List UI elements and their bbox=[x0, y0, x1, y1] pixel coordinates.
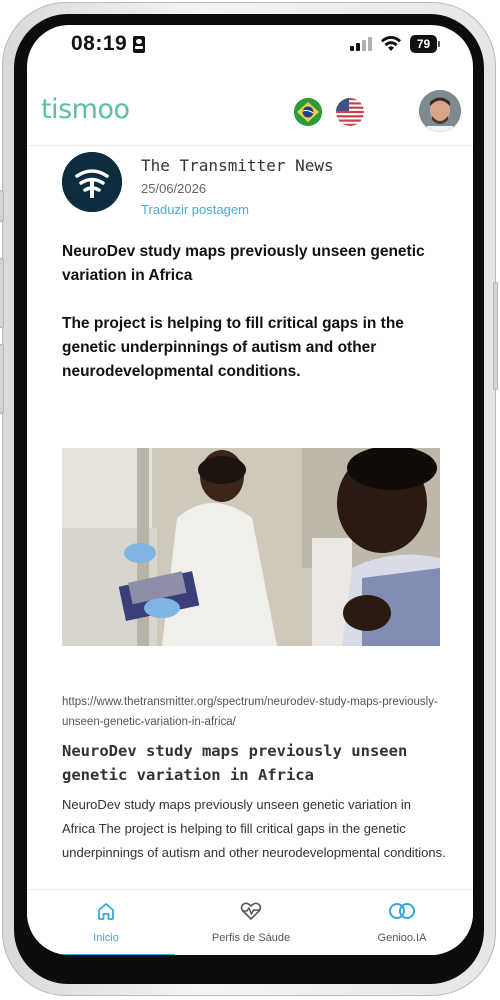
brazil-flag-icon[interactable] bbox=[294, 98, 322, 126]
app-header bbox=[27, 80, 473, 146]
signal-icon bbox=[350, 37, 372, 51]
post-author-name[interactable]: The Transmitter News bbox=[141, 156, 334, 175]
app-screen bbox=[27, 25, 473, 955]
post-title: NeuroDev study maps previously unseen genetic variation in Africa bbox=[62, 243, 425, 284]
active-tab-indicator bbox=[27, 954, 175, 955]
post-author-row bbox=[62, 152, 452, 218]
post-link-description: NeuroDev study maps previously unseen genetic variation in Africa The project is helping to fill critical gaps in the genetic underpinnings of autism and other neurodevelopmental conditions. bbox=[62, 797, 446, 860]
post-image[interactable] bbox=[62, 448, 440, 646]
phone-frame bbox=[2, 2, 496, 996]
wifi-icon bbox=[380, 35, 402, 52]
nav-item-inicio[interactable] bbox=[37, 890, 175, 955]
nav-label-genioo: Genioo.IA bbox=[377, 932, 427, 944]
post-link-url[interactable]: https://www.thetransmitter.org/spectrum/neurodev-study-maps-previously-unseen-genetic-variation-in-africa/ bbox=[62, 696, 438, 728]
nav-item-perfis-de-saude[interactable] bbox=[182, 890, 320, 955]
power-button bbox=[493, 282, 498, 390]
post-feed[interactable] bbox=[27, 147, 473, 889]
nav-label-inicio: Inicio bbox=[93, 932, 119, 944]
post-date: 25/06/2026 bbox=[141, 181, 207, 196]
id-card-icon bbox=[133, 36, 145, 53]
status-time: 08:19 bbox=[71, 32, 128, 55]
home-icon bbox=[95, 900, 117, 922]
translate-post-link[interactable]: Traduzir postagem bbox=[141, 202, 249, 217]
nav-label-perfis: Perfis de Sáude bbox=[211, 932, 291, 944]
action-button bbox=[0, 190, 4, 222]
volume-up-button bbox=[0, 258, 4, 328]
battery-indicator: 79 bbox=[410, 35, 437, 53]
tismoo-logo[interactable]: tismoo bbox=[41, 94, 130, 125]
heart-pulse-icon bbox=[239, 900, 263, 922]
status-bar bbox=[27, 25, 473, 65]
bottom-nav bbox=[27, 889, 473, 955]
infinity-icon bbox=[387, 900, 417, 922]
post-subtitle: The project is helping to fill critical gaps in the genetic underpinnings of autism and other neurodevelopmental conditions. bbox=[62, 315, 404, 380]
usa-flag-icon[interactable] bbox=[336, 98, 364, 126]
nav-item-genioo-ia[interactable] bbox=[333, 890, 471, 955]
user-avatar[interactable] bbox=[419, 90, 461, 132]
volume-down-button bbox=[0, 344, 4, 414]
post-link-title[interactable]: NeuroDev study maps previously unseen genetic variation in Africa bbox=[62, 742, 408, 784]
transmitter-logo-icon[interactable] bbox=[62, 152, 122, 212]
